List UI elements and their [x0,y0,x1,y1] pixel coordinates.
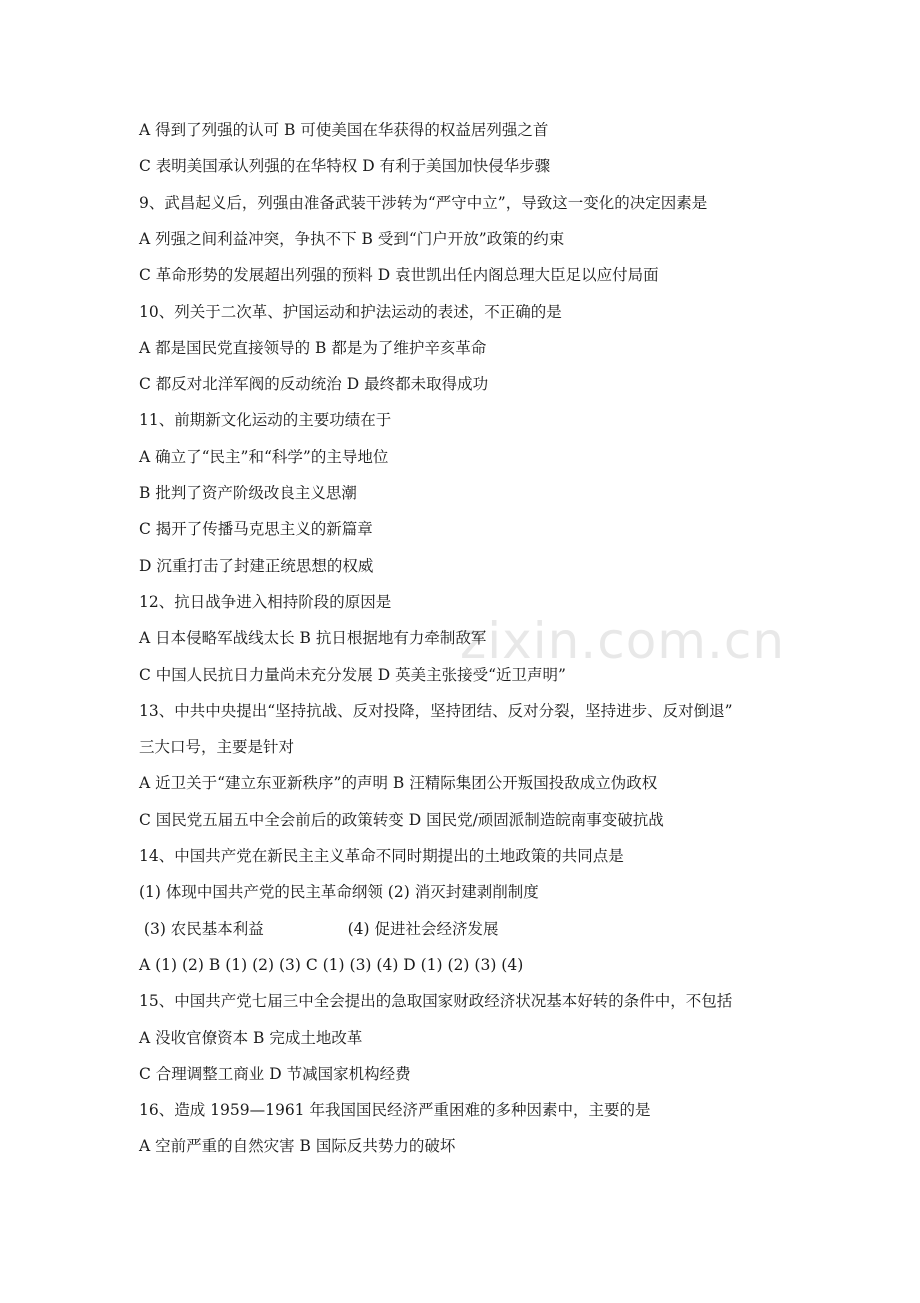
text-line: (1) 体现中国共产党的民主革命纲领 (2) 消灭封建剥削制度 [139,883,539,901]
text-line: A 没收官僚资本 B 完成土地改革 [139,1029,363,1047]
text-line: 9、武昌起义后，列强由准备武装干涉转为“严守中立”，导致这一变化的决定因素是 [139,194,708,212]
text-line: (3) 农民基本利益 (4) 促进社会经济发展 [139,920,499,938]
text-line: A 得到了列强的认可 B 可使美国在华获得的权益居列强之首 [139,121,549,139]
text-line: 10、列关于二次革、护国运动和护法运动的表述，不正确的是 [139,303,562,321]
text-line: A 列强之间利益冲突，争执不下 B 受到“门户开放”政策的约束 [139,230,565,248]
text-line: 13、中共中央提出“坚持抗战、反对投降，坚持团结、反对分裂，坚持进步、反对倒退” [139,702,733,720]
text-line: C 国民党五届五中全会前后的政策转变 D 国民党/顽固派制造皖南事变破抗战 [139,811,664,829]
text-line: 12、抗日战争进入相持阶段的原因是 [139,593,392,611]
text-line: D 沉重打击了封建正统思想的权威 [139,557,374,575]
text-line: C 表明美国承认列强的在华特权 D 有利于美国加快侵华步骤 [139,157,551,175]
text-line: C 揭开了传播马克思主义的新篇章 [139,520,373,538]
text-line: A 日本侵略军战线太长 B 抗日根据地有力牵制敌军 [139,629,487,647]
text-line: A (1) (2) B (1) (2) (3) C (1) (3) (4) D (1) (2) (3) (4) [139,956,524,974]
text-line: A 空前严重的自然灾害 B 国际反共势力的破坏 [139,1137,456,1155]
text-line: B 批判了资产阶级改良主义思潮 [139,484,357,502]
text-line: A 近卫关于“建立东亚新秩序”的声明 B 汪精际集团公开叛国投敌成立伪政权 [139,774,658,792]
text-line: A 都是国民党直接领导的 B 都是为了维护辛亥革命 [139,339,487,357]
text-line: C 合理调整工商业 D 节减国家机构经费 [139,1065,411,1083]
text-line: 15、中国共产党七届三中全会提出的急取国家财政经济状况基本好转的条件中，不包括 [139,992,733,1010]
text-line: A 确立了“民主”和“科学”的主导地位 [139,448,389,466]
text-line: C 都反对北洋军阀的反动统治 D 最终都未取得成功 [139,375,489,393]
text-line: C 革命形势的发展超出列强的预料 D 袁世凯出任内阁总理大臣足以应付局面 [139,266,659,284]
text-line: C 中国人民抗日力量尚未充分发展 D 英美主张接受“近卫声明” [139,666,566,684]
text-line: 16、造成 1959—1961 年我国国民经济严重困难的多种因素中，主要的是 [139,1101,651,1119]
text-line: 三大口号，主要是针对 [139,738,295,756]
watermark: zixin.com.cn [460,612,786,670]
text-line: 14、中国共产党在新民主主义革命不同时期提出的土地政策的共同点是 [139,847,624,865]
text-line: 11、前期新文化运动的主要功绩在于 [139,411,392,429]
